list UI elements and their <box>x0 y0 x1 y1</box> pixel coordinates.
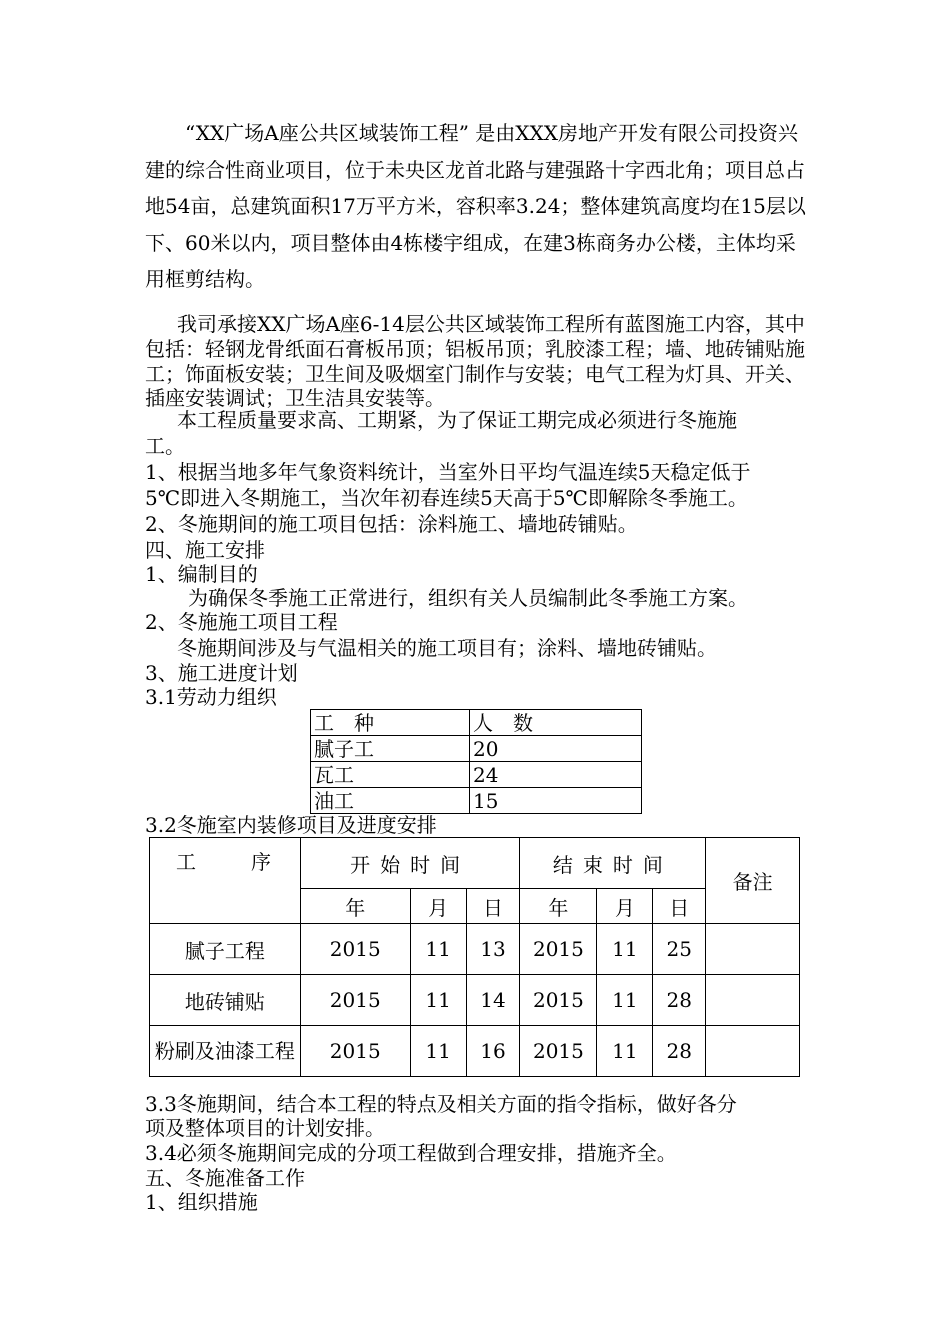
table-row <box>150 924 800 975</box>
section-5-item-1: 1、组织措施 <box>145 1190 258 1214</box>
start-year: 2015 <box>300 975 410 1026</box>
start-year-header: 年 <box>300 889 410 924</box>
task-name: 腻子工程 <box>150 924 301 975</box>
quality-line-1: 本工程质量要求高、工期紧，为了保证工期完成必须进行冬施施 <box>177 408 737 432</box>
end-day: 28 <box>653 1026 706 1077</box>
end-year: 2015 <box>520 1026 597 1077</box>
start-month: 11 <box>410 1026 466 1077</box>
process-header-char-2: 序 <box>251 850 271 874</box>
table-row <box>311 762 642 788</box>
quality-line-2: 工。 <box>145 434 185 458</box>
end-month-header: 月 <box>597 889 653 924</box>
remark <box>706 975 800 1026</box>
subsection-3-3-line-1: 3.3冬施期间，结合本工程的特点及相关方面的指令指标，做好各分 <box>145 1092 737 1116</box>
labor-trade: 瓦工 <box>311 762 470 788</box>
subsection-2-heading: 2、冬施施工项目工程 <box>145 610 338 634</box>
subsection-1-heading: 1、编制目的 <box>145 562 258 586</box>
labor-header-trade: 工 种 <box>311 710 470 736</box>
start-day: 14 <box>466 975 520 1026</box>
intro-paragraph: “XX广场A座公共区域装饰工程” 是由XXX房地产开发有限公司投资兴建的综合性商业项目，位于未央区龙首北路与建强路十字西北角；项目总占地54亩，总建筑面积17万平方米，容积率3.24；整体建筑高度均在15层以下、60米以内，项目整体由4栋楼宇组成，在建3栋商务办公楼，主体均采用框剪结构。 <box>145 121 806 292</box>
labor-table-header <box>311 710 642 736</box>
end-day: 28 <box>653 975 706 1026</box>
subsection-3-1-heading: 3.1劳动力组织 <box>145 685 277 709</box>
end-day: 25 <box>653 924 706 975</box>
schedule-header-row <box>150 838 800 889</box>
start-day-header: 日 <box>466 889 520 924</box>
end-day-header: 日 <box>653 889 706 924</box>
table-row <box>150 975 800 1026</box>
labor-count: 20 <box>470 736 642 762</box>
item1-line-2: 5℃即进入冬期施工，当次年初春连续5天高于5℃即解除冬季施工。 <box>145 486 748 510</box>
labor-header-count: 人 数 <box>470 710 642 736</box>
remark <box>706 924 800 975</box>
start-year: 2015 <box>300 924 410 975</box>
start-day: 16 <box>466 1026 520 1077</box>
process-header-char-1: 工 <box>176 850 196 874</box>
task-name: 粉刷及油漆工程 <box>150 1026 301 1077</box>
end-month: 11 <box>597 1026 653 1077</box>
subsection-3-heading: 3、施工进度计划 <box>145 661 298 685</box>
end-month: 11 <box>597 924 653 975</box>
labor-count: 24 <box>470 762 642 788</box>
subsection-3-2-heading: 3.2冬施室内装修项目及进度安排 <box>145 813 437 837</box>
start-month: 11 <box>410 924 466 975</box>
section-5-heading: 五、冬施准备工作 <box>145 1166 305 1190</box>
end-year-header: 年 <box>520 889 597 924</box>
section-4-heading: 四、施工安排 <box>145 538 265 562</box>
remark <box>706 1026 800 1077</box>
subsection-3-4-line: 3.4必须冬施期间完成的分项工程做到合理安排，措施齐全。 <box>145 1141 677 1165</box>
table-row <box>311 736 642 762</box>
scope-paragraph: 我司承接XX广场A座6-14层公共区域装饰工程所有蓝图施工内容，其中包括：轻钢龙骨纸面石膏板吊顶；铝板吊顶；乳胶漆工程；墙、地砖铺贴施工；饰面板安装；卫生间及吸烟室门制作与安装；电气工程为灯具、开关、插座安装调试；卫生洁具安装等。 <box>145 312 805 411</box>
end-year: 2015 <box>520 924 597 975</box>
end-month: 11 <box>597 975 653 1026</box>
labor-trade: 腻子工 <box>311 736 470 762</box>
process-header <box>150 838 301 924</box>
subsection-1-text: 为确保冬季施工正常进行，组织有关人员编制此冬季施工方案。 <box>188 586 748 610</box>
subsection-3-3-line-2: 项及整体项目的计划安排。 <box>145 1116 385 1140</box>
schedule-table <box>149 837 800 1077</box>
table-row <box>311 788 642 814</box>
start-month: 11 <box>410 975 466 1026</box>
task-name: 地砖铺贴 <box>150 975 301 1026</box>
end-time-header: 结束时间 <box>520 838 706 889</box>
item2-line: 2、冬施期间的施工项目包括：涂料施工、墙地砖铺贴。 <box>145 512 638 536</box>
start-month-header: 月 <box>410 889 466 924</box>
labor-trade: 油工 <box>311 788 470 814</box>
table-row <box>150 1026 800 1077</box>
labor-count: 15 <box>470 788 642 814</box>
end-year: 2015 <box>520 975 597 1026</box>
labor-table <box>310 709 642 814</box>
start-year: 2015 <box>300 1026 410 1077</box>
item1-line-1: 1、根据当地多年气象资料统计，当室外日平均气温连续5天稳定低于 <box>145 460 751 484</box>
start-time-header: 开始时间 <box>300 838 520 889</box>
remark-header: 备注 <box>706 838 800 924</box>
start-day: 13 <box>466 924 520 975</box>
subsection-2-text: 冬施期间涉及与气温相关的施工项目有；涂料、墙地砖铺贴。 <box>177 636 717 660</box>
